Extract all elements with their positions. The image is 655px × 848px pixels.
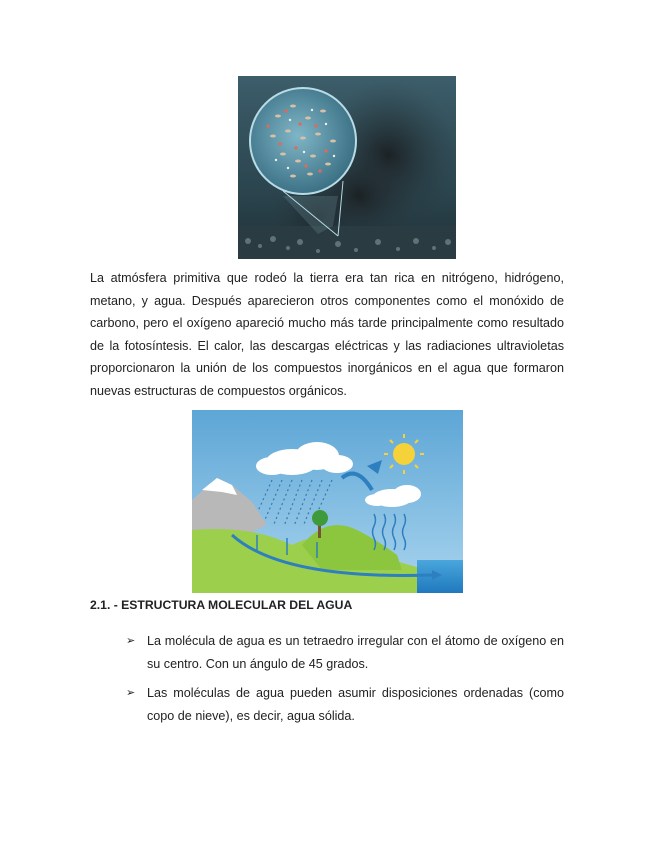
primitive-atmosphere-image — [238, 76, 456, 259]
list-item — [126, 682, 564, 727]
intro-paragraph: La atmósfera primitiva que rodeó la tierra era tan rica en nitrógeno, hidrógeno, metano, y agua. Después aparecieron otros componentes como el monóxido de carbono, pero el oxígeno apareció mucho más tarde principalmente como resultado de la fotosíntesis. El calor, las descargas eléctricas y las radiaciones ultravioletas proporcionaron la unión de los compuestos inorgánicos en el agua que formaron nuevas estructuras de compuestos orgánicos. — [90, 271, 564, 398]
bullet-text: La molécula de agua es un tetraedro irregular con el átomo de oxígeno en su centro. Con un ángulo de 45 grados. — [147, 634, 564, 671]
list-item — [126, 630, 564, 675]
bullet-text: Las moléculas de agua pueden asumir disposiciones ordenadas (como copo de nieve), es decir, agua sólida. — [147, 686, 564, 723]
section-heading: 2.1. - ESTRUCTURA MOLECULAR DEL AGUA — [90, 598, 353, 612]
water-cycle-image — [192, 410, 463, 593]
arrow-bullet-icon: ➢ — [126, 687, 136, 700]
bullet-list — [126, 630, 564, 734]
arrow-bullet-icon: ➢ — [126, 635, 136, 647]
